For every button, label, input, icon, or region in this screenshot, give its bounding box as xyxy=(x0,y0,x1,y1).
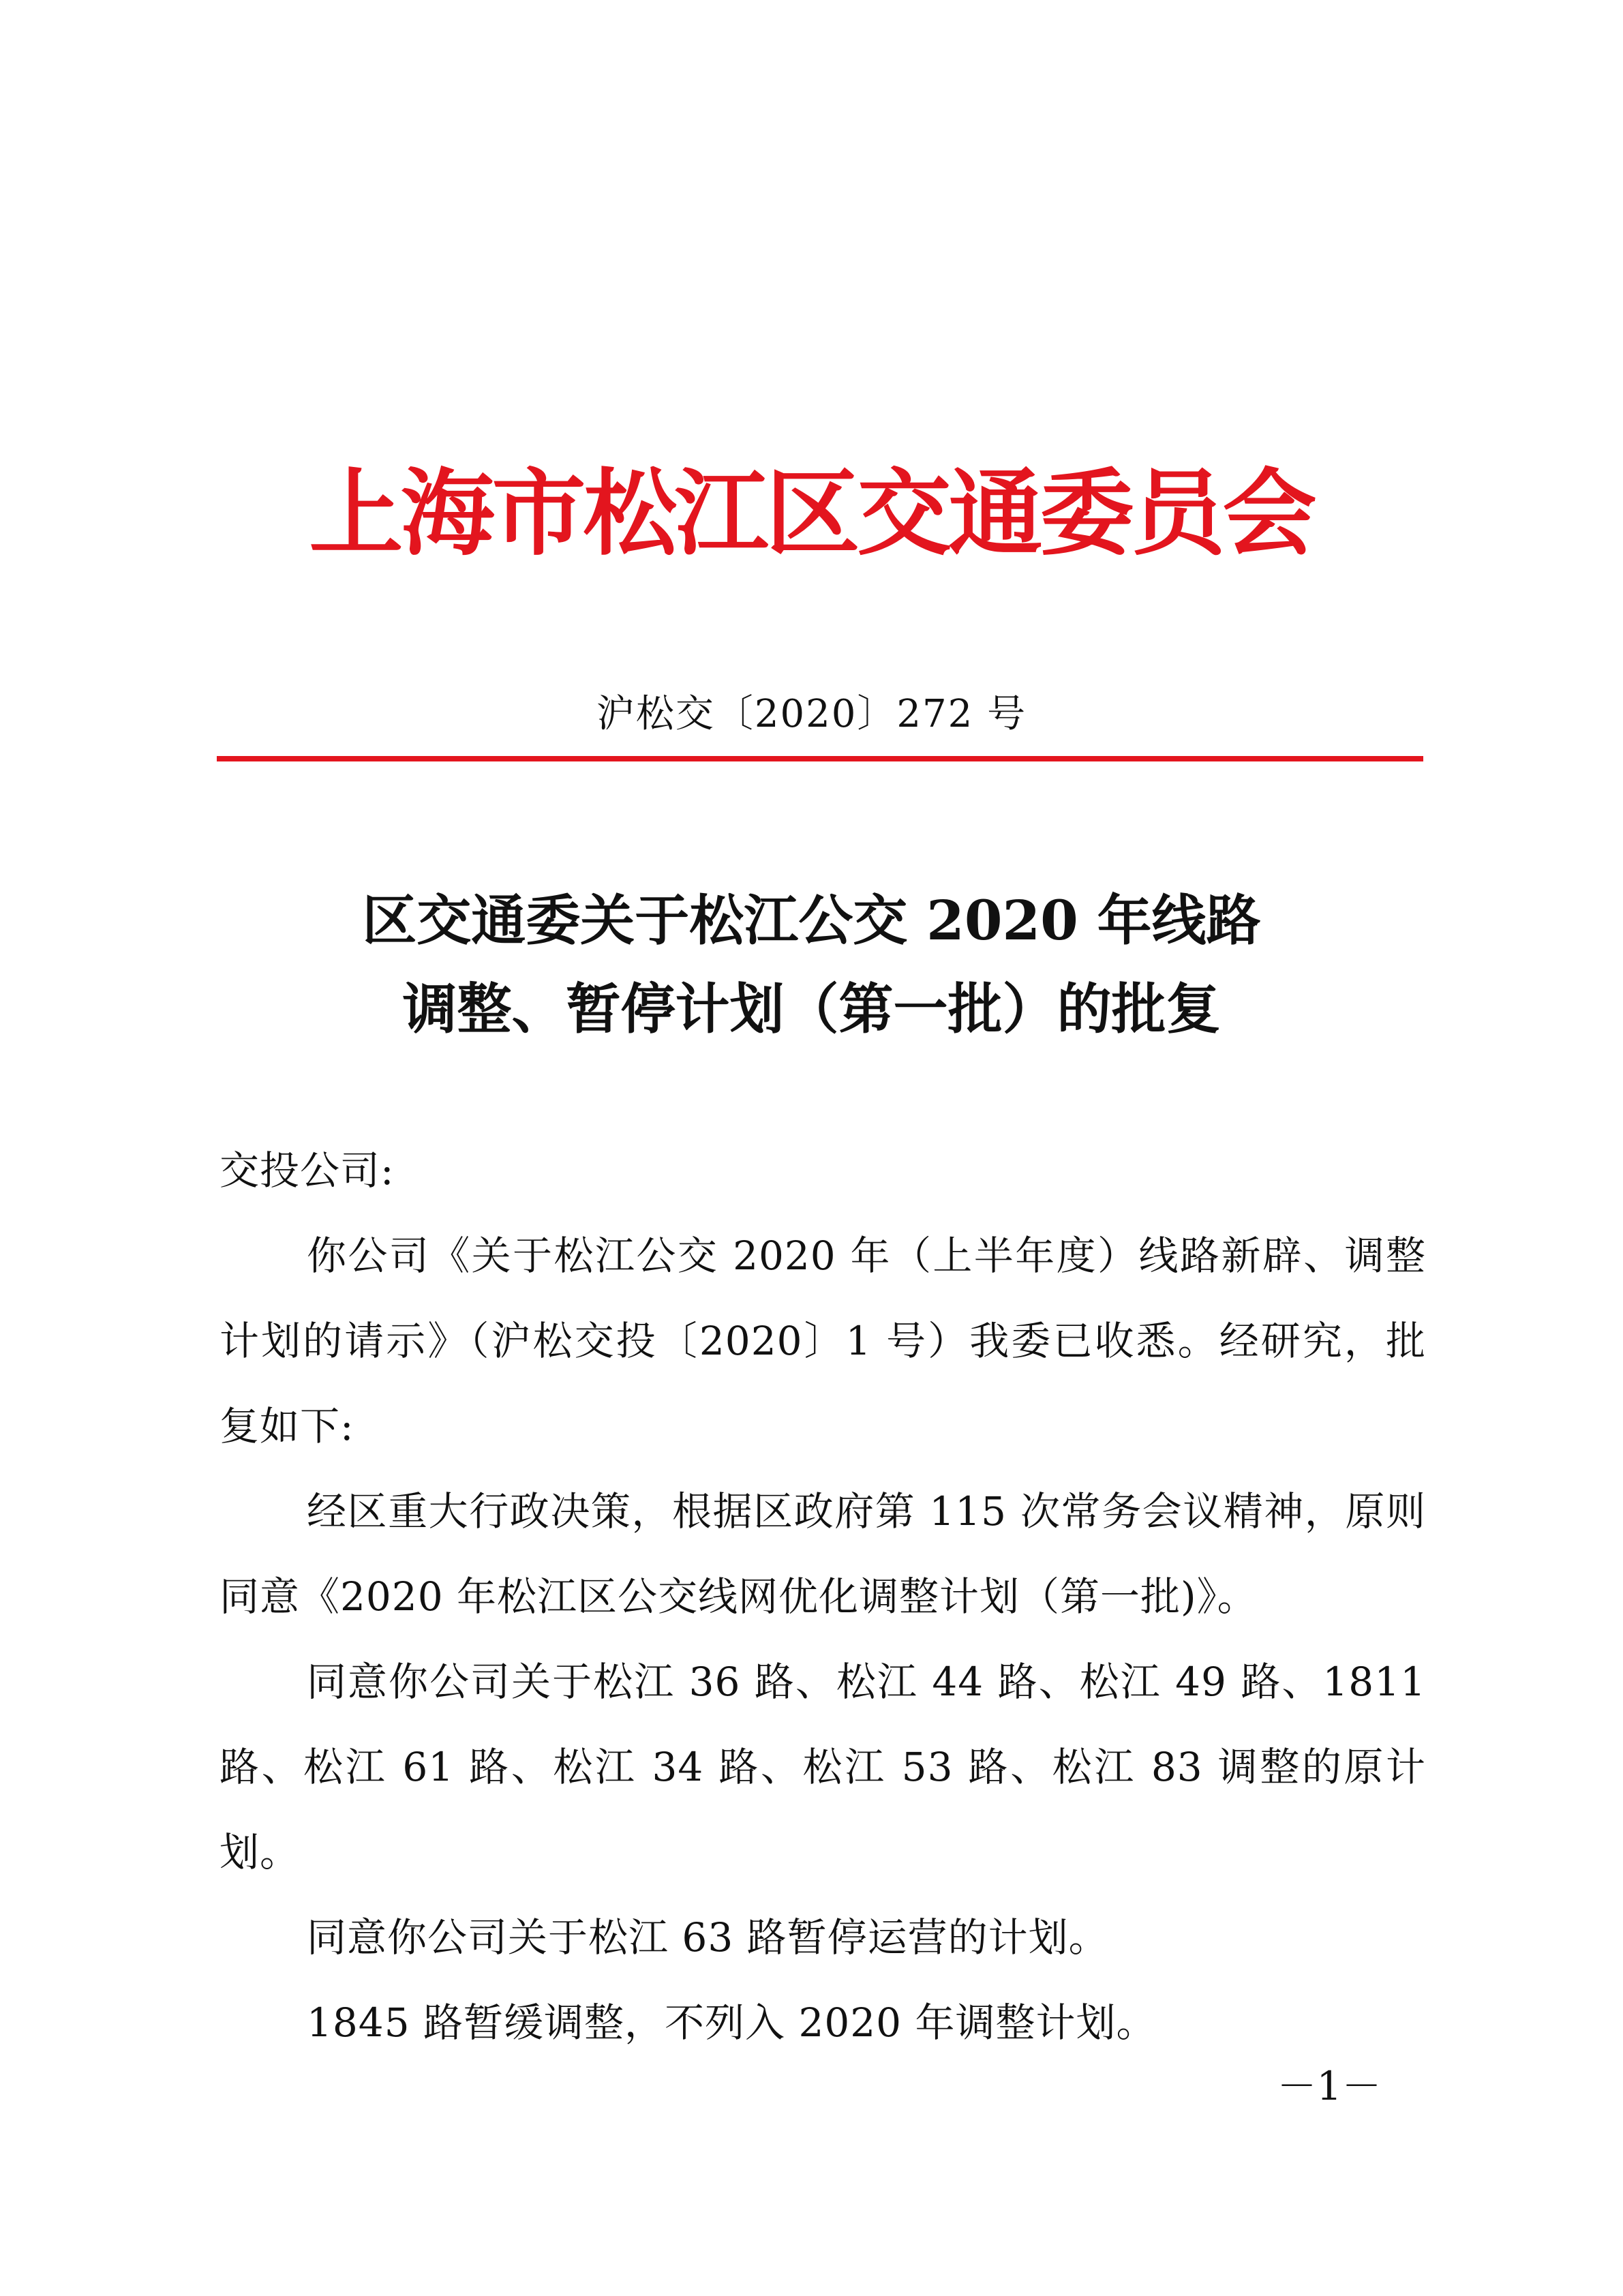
body-paragraph: 你公司《关于松江公交 2020 年（上半年度）线路新辟、调整计划的请示》（沪松交投〔2020〕1 号）我委已收悉。经研究，批复如下: xyxy=(219,1233,1426,1449)
title-line-2: 调整、暂停计划（第一批）的批复 xyxy=(402,977,1221,1041)
body-paragraph: 同意你公司关于松江 63 路暂停运营的计划。 xyxy=(307,1914,1109,1961)
page-number: －1－ xyxy=(1277,2063,1382,2109)
red-divider-line xyxy=(217,756,1423,761)
document-title xyxy=(0,876,1623,1053)
document-number: 沪松交〔2020〕272 号 xyxy=(596,692,1027,736)
body-paragraph: 经区重大行政决策，根据区政府第 115 次常务会议精神，原则同意《2020 年松江区公交线网优化调整计划（第一批)》。 xyxy=(219,1488,1426,1620)
salutation: 交投公司: xyxy=(219,1147,395,1194)
body-paragraph: 1845 路暂缓调整，不列入 2020 年调整计划。 xyxy=(307,1999,1157,2046)
letterhead-title: 上海市松江区交通委员会 xyxy=(309,457,1314,569)
title-line-1: 区交通委关于松江公交 2020 年线路 xyxy=(362,888,1261,952)
body-paragraph: 同意你公司关于松江 36 路、松江 44 路、松江 49 路、1811 路、松江 61 路、松江 34 路、松江 53 路、松江 83 调整的原计划。 xyxy=(219,1659,1426,1875)
document-body xyxy=(219,1128,1426,2066)
